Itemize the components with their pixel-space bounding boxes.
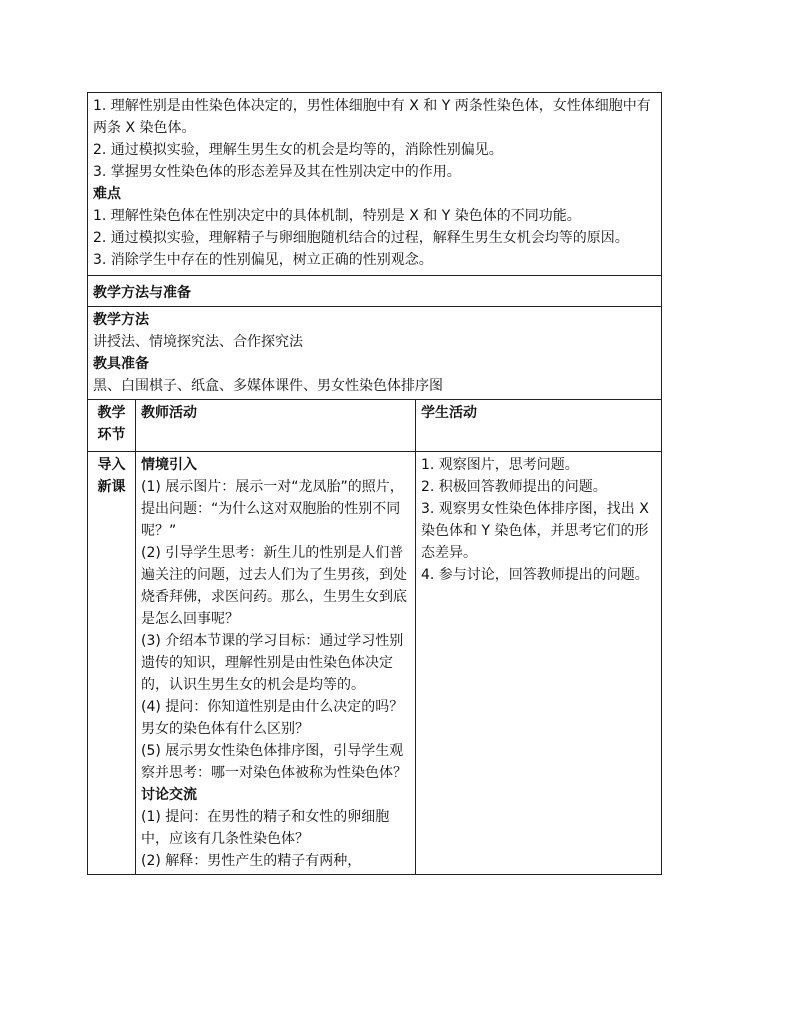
methods-title: 教学方法 [93,312,149,328]
lesson-plan-table [87,92,662,875]
tools-text: 黑、白围棋子、纸盒、多媒体课件、男女性染色体排序图 [93,378,443,394]
difficulties-title: 难点 [93,186,121,202]
intro-teacher-activities [136,452,416,875]
student-step: 1. 观察图片，思考问题。 [421,457,579,473]
teacher-step: (1) 提问：在男性的精子和女性的卵细胞中，应该有几条性染色体？ [141,809,390,847]
intro-student-activities [416,452,662,875]
teacher-step: (2) 引导学生思考：新生儿的性别是人们普遍关注的问题，过去人们为了生男孩，到处烧香拜佛，求医问药。那么，生男生女到底是怎么回事呢？ [141,545,407,627]
activity-block-title: 讨论交流 [141,787,197,803]
intro-stage-label [88,452,136,875]
stage-label-text: 导入新课 [97,457,126,495]
teacher-step: (1) 展示图片：展示一对“龙凤胎”的照片，提出问题：“为什么这对双胞胎的性别不同呢？” [141,479,404,539]
student-step: 3. 观察男女性染色体排序图，找出 X 染色体和 Y 染色体，并思考它们的形态差异。 [421,501,649,561]
methods-section-row [88,276,662,307]
table-header-row [88,400,662,452]
methods-row [88,307,662,400]
teacher-activity-header: 教师活动 [136,400,416,452]
objective-item: 2. 通过模拟实验，理解生男生女的机会是均等的，消除性别偏见。 [93,142,503,158]
teacher-step: (4) 提问：你知道性别是由什么决定的吗？男女的染色体有什么区别？ [141,699,404,737]
intro-stage-row [88,452,662,875]
methods-text: 讲授法、情境探究法、合作探究法 [93,334,303,350]
difficulty-item: 1. 理解性染色体在性别决定中的具体机制，特别是 X 和 Y 染色体的不同功能。 [93,208,581,224]
stage-header: 教学环节 [88,400,136,452]
lesson-plan-page [87,92,661,875]
teacher-step: (3) 介绍本节课的学习目标：通过学习性别遗传的知识，理解性别是由性染色体决定的，认识生男生女的机会是均等的。 [141,633,404,693]
difficulty-item: 2. 通过模拟实验，理解精子与卵细胞随机结合的过程，解释生男生女机会均等的原因。 [93,230,629,246]
tools-title: 教具准备 [93,356,149,372]
objective-item: 1. 理解性别是由性染色体决定的，男性体细胞中有 X 和 Y 两条性染色体，女性体细胞中有两条 X 染色体。 [93,98,651,136]
methods-section-title: 教学方法与准备 [93,285,191,301]
activity-block-title: 情境引入 [141,457,197,473]
teacher-step: (2) 解释：男性产生的精子有两种， [141,853,362,869]
student-step: 2. 积极回答教师提出的问题。 [421,479,607,495]
teacher-step: (5) 展示男女性染色体排序图，引导学生观察并思考：哪一对染色体被称为性染色体？ [141,743,407,781]
objective-item: 3. 掌握男女性染色体的形态差异及其在性别决定中的作用。 [93,164,461,180]
objectives-row [88,93,662,276]
student-activity-header: 学生活动 [416,400,662,452]
student-step: 4. 参与讨论，回答教师提出的问题。 [421,567,649,583]
difficulty-item: 3. 消除学生中存在的性别偏见，树立正确的性别观念。 [93,252,433,268]
